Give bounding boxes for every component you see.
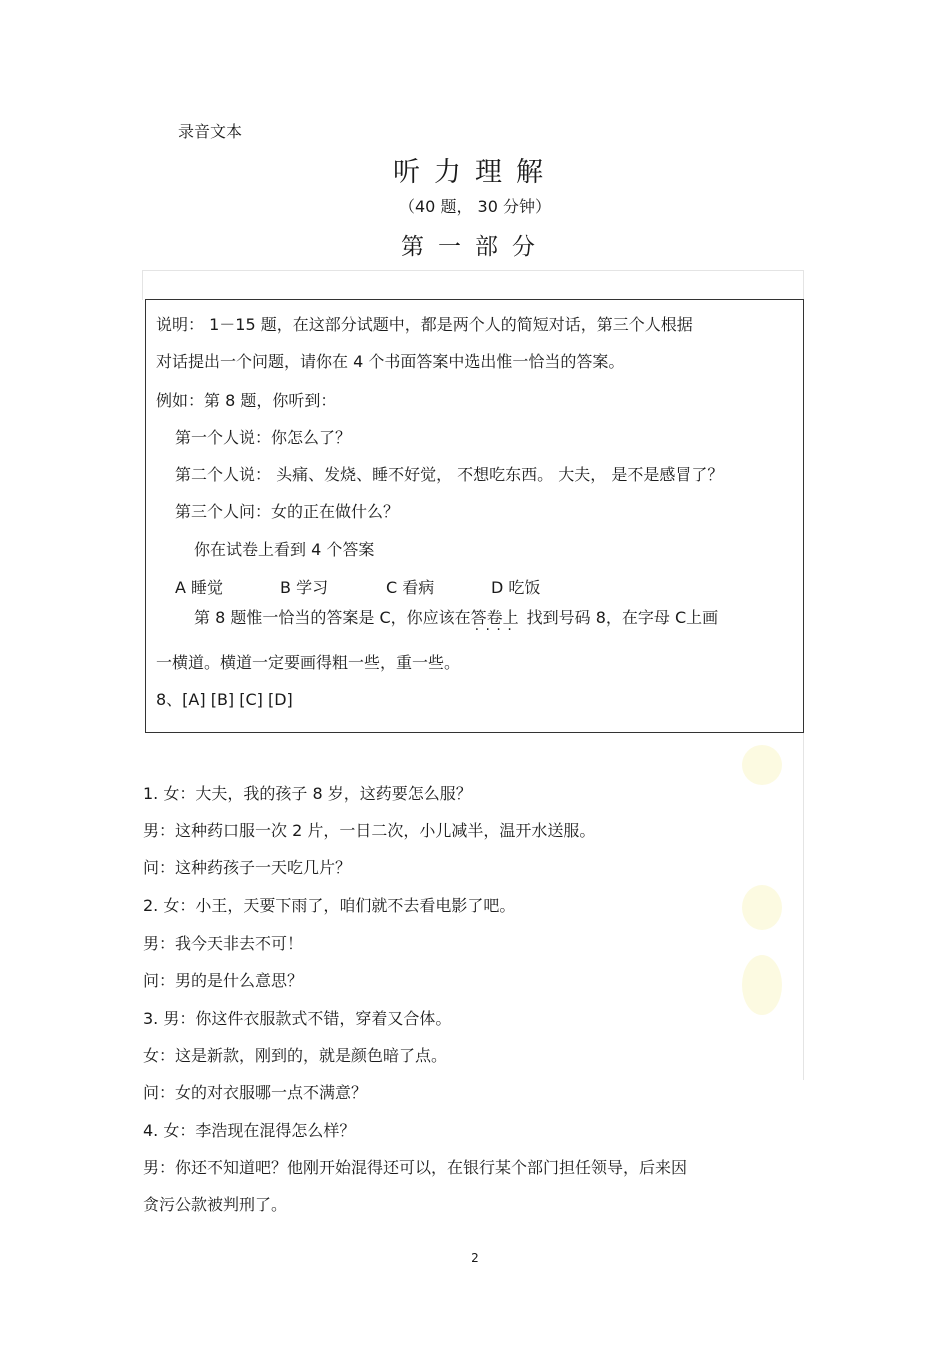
answer-sheet-emphasis: 答卷上 · · — [471, 608, 519, 627]
paper-stain — [742, 885, 782, 930]
answer-text-part-1: 第 8 题惟一恰当的答案是 C，你应该在 — [194, 608, 471, 627]
dialogue-line: 问：男的是什么意思？ — [143, 971, 304, 990]
dialogue-line: 贪污公款被判刑了。 — [143, 1195, 288, 1214]
frame-top-line — [142, 270, 804, 271]
dialogue-line: 4. 女：李浩现在混得怎么样？ — [143, 1121, 356, 1140]
option-d: D 吃饭 — [491, 578, 541, 597]
page-number: 2 — [471, 1251, 479, 1265]
dialogue-line: 1. 女：大夫，我的孩子 8 岁，这药要怎么服？ — [143, 784, 472, 803]
dialogue-line: 男：你还不知道吧？他刚开始混得还可以，在银行某个部门担任领导，后来因 — [143, 1158, 688, 1177]
answer-explanation — [194, 605, 718, 628]
dialogue-line: 3. 男：你这件衣服款式不错，穿着又合体。 — [143, 1009, 452, 1028]
answer-sheet-sample: 8、[A] [B] [C] [D] — [156, 690, 293, 709]
instruction-line-1: 说明： 1－15 题，在这部分试题中，都是两个人的简短对话，第三个人根据 — [156, 315, 693, 334]
transcript-label: 录音文本 — [178, 122, 243, 141]
page-title: 听力理解 — [393, 157, 557, 188]
dialogue-line: 女：这是新款，刚到的，就是颜色暗了点。 — [143, 1046, 448, 1065]
paper-stain — [742, 745, 782, 785]
option-c: C 看病 — [386, 578, 435, 597]
dialogue-line: 男：我今天非去不可！ — [143, 934, 304, 953]
example-person-3: 第三个人问：女的正在做什么？ — [175, 502, 400, 521]
example-person-1: 第一个人说：你怎么了？ — [175, 428, 352, 447]
paper-stain — [742, 955, 782, 1015]
page-subtitle: （40 题， 30 分钟） — [399, 197, 551, 216]
dialogue-line: 问：这种药孩子一天吃几片？ — [143, 858, 352, 877]
example-intro: 例如：第 8 题，你听到： — [156, 391, 337, 410]
option-b: B 学习 — [280, 578, 329, 597]
instructions-box — [145, 299, 804, 733]
instruction-line-2: 对话提出一个问题，请你在 4 个书面答案中选出惟一恰当的答案。 — [156, 352, 625, 371]
example-person-2: 第二个人说： 头痛、发烧、睡不好觉， 不想吃东西。 大夫， 是不是感冒了？ — [175, 465, 724, 484]
dialogue-line: 2. 女：小王，天要下雨了，咱们就不去看电影了吧。 — [143, 896, 516, 915]
answer-text-part-2: 找到号码 8，在字母 C上画 — [526, 608, 719, 627]
frame-left-line — [142, 270, 143, 300]
see-answers-line: 你在试卷上看到 4 个答案 — [194, 540, 375, 559]
dialogue-line: 男：这种药口服一次 2 片，一日二次，小儿减半，温开水送服。 — [143, 821, 596, 840]
dialogue-line: 问：女的对衣服哪一点不满意？ — [143, 1083, 368, 1102]
answer-explanation-line-2: 一横道。横道一定要画得粗一些，重一些。 — [156, 653, 461, 672]
option-a: A 睡觉 — [175, 578, 224, 597]
section-title: 第一部分 — [401, 234, 549, 260]
